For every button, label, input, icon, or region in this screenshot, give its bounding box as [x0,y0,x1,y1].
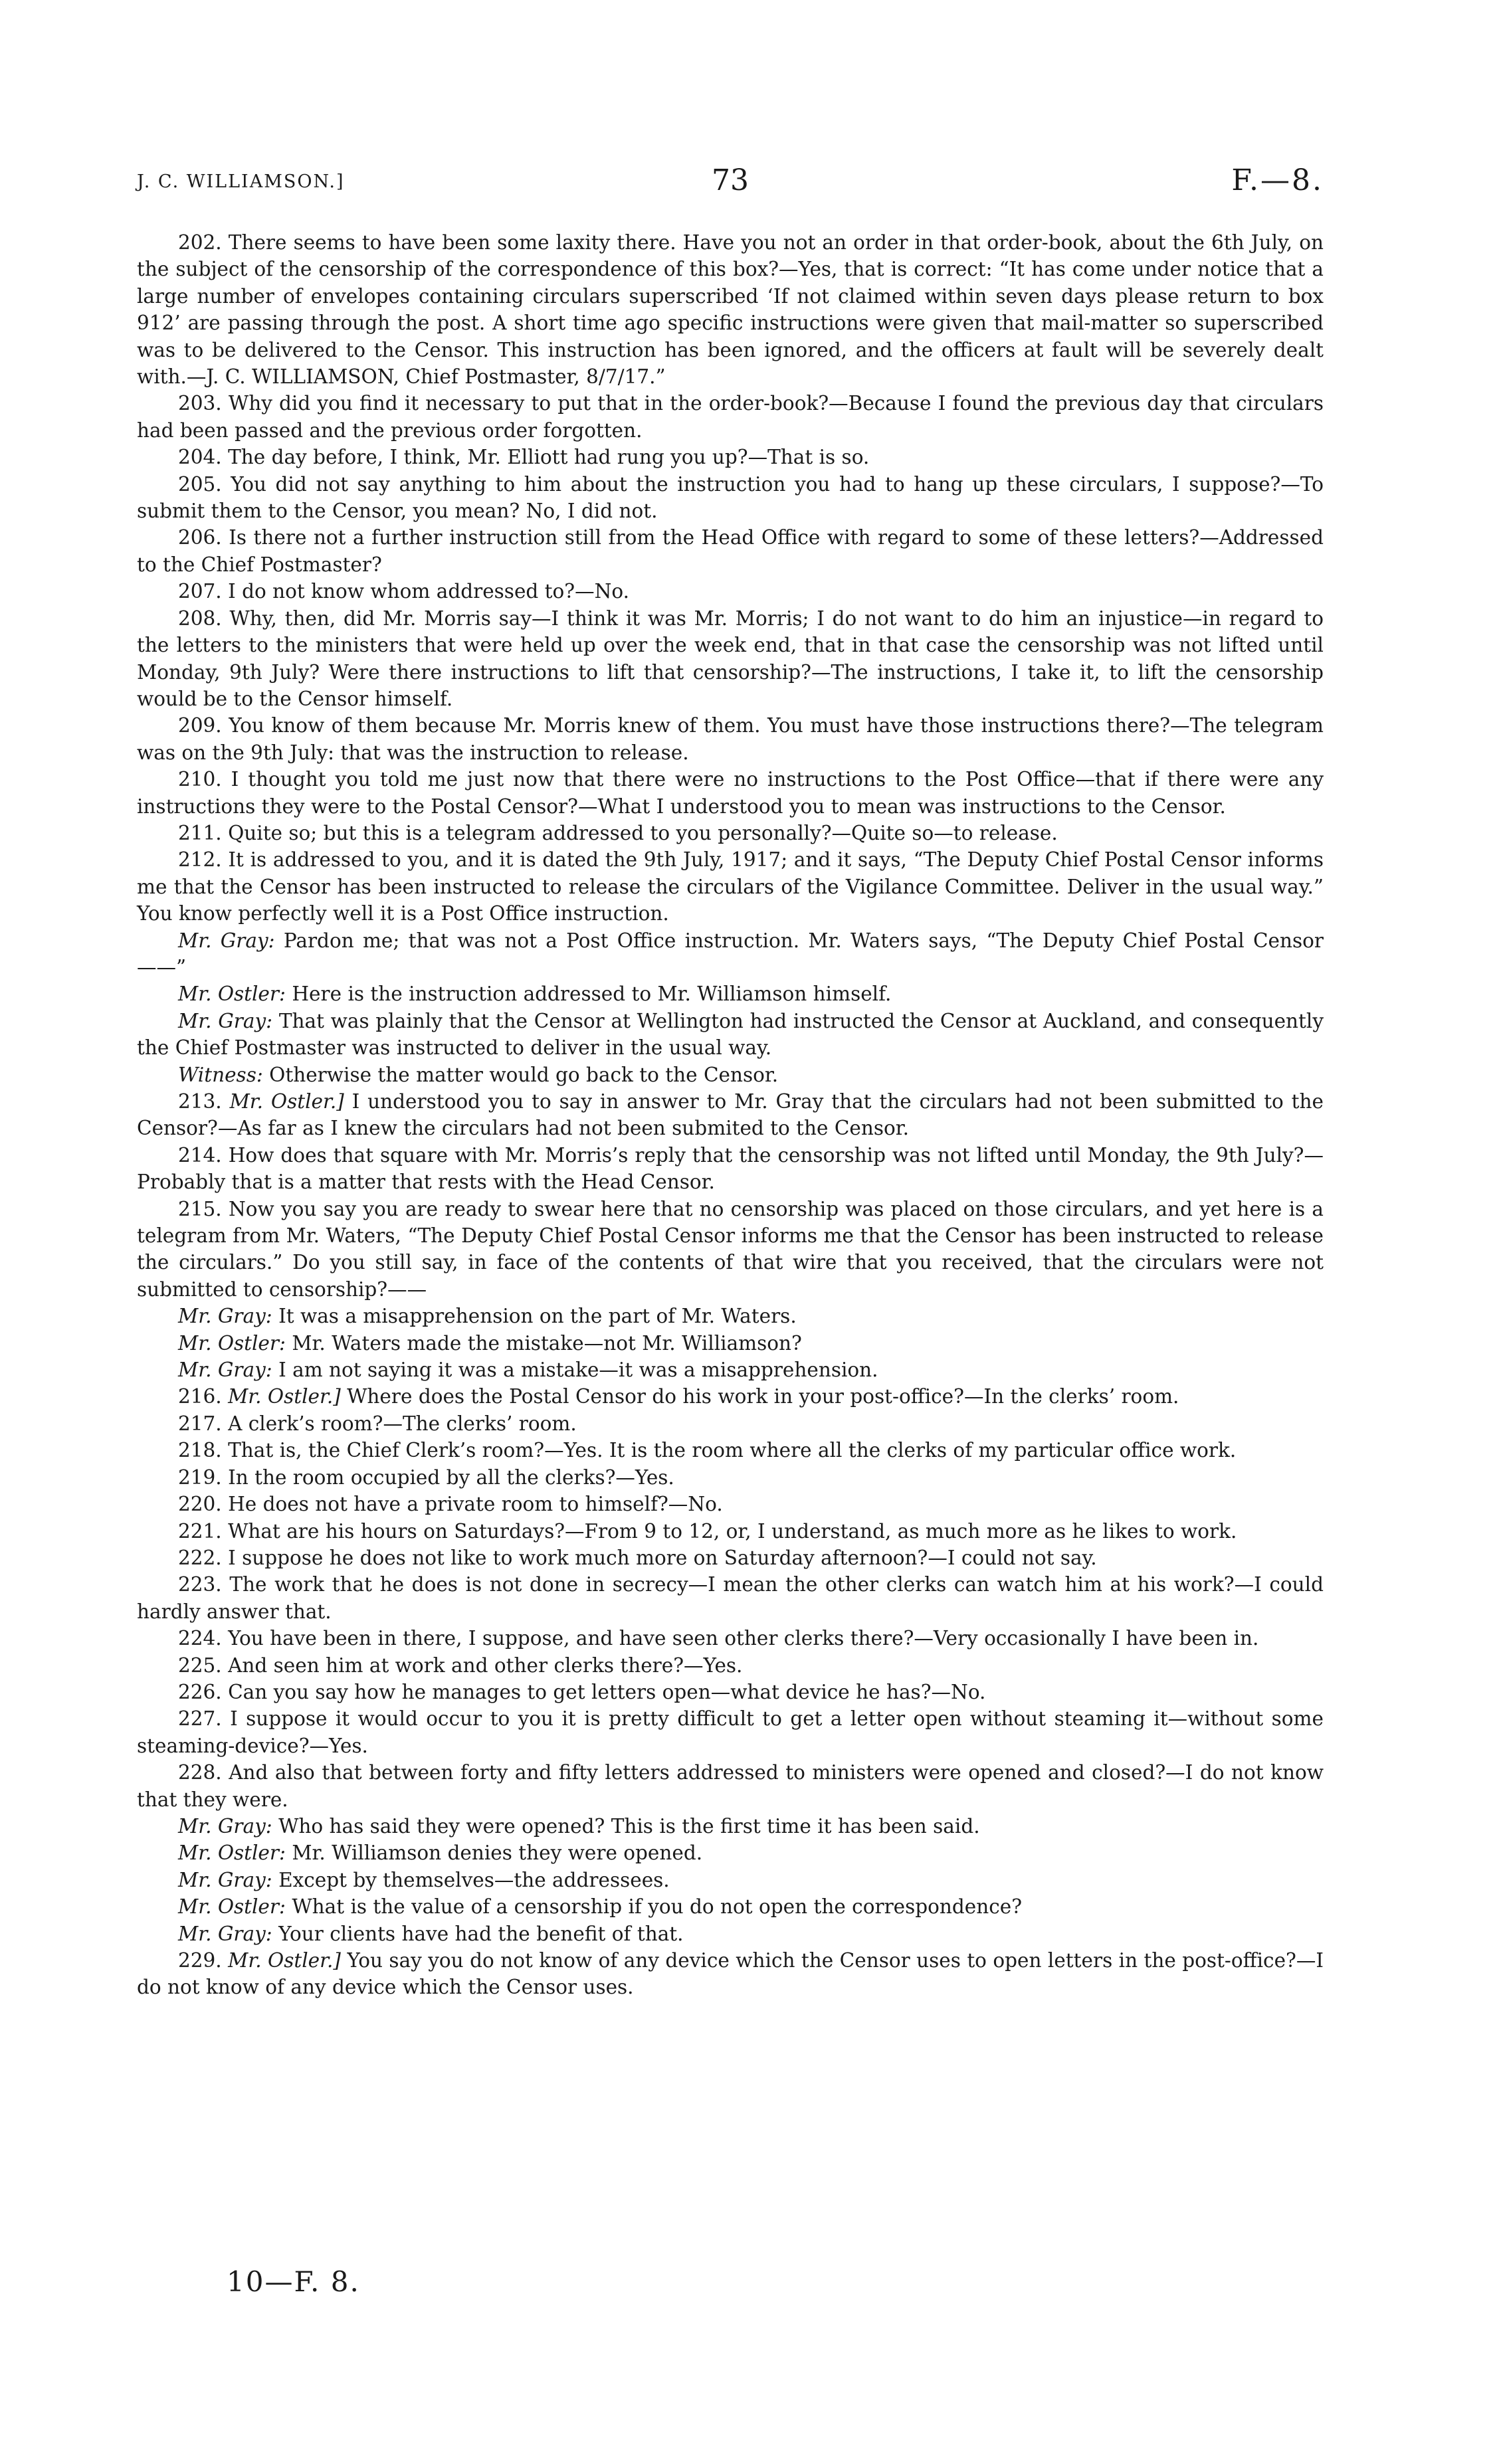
paragraph-text: Now you say you are ready to swear here that no censorship was placed on those circulars, and yet here is a telegram from Mr. Waters, “The Deputy Chief Postal Censor informs me that the Censor has been instructed to release the circulars.” Do you still say, in face of the contents of that wire that you received, that the circulars were not submitted to censorship?—— [137,1197,1324,1301]
question-number: 221. [178,1519,222,1543]
paragraph-text: That is, the Chief Clerk’s room?—Yes. It is the room where all the clerks of my particular office work. [228,1439,1237,1462]
testimony-paragraph [137,524,1324,578]
question-number: 223. [178,1573,222,1596]
paragraph-text: And also that between forty and fifty letters addressed to ministers were opened and closed?—I do not know that they were. [137,1761,1324,1811]
question-number: 228. [178,1761,222,1784]
testimony-paragraph [137,1893,1324,1920]
question-number: 220. [178,1493,222,1516]
question-number: 215. [178,1197,222,1220]
paragraph-text: Pardon me; that was not a Post Office instruction. Mr. Waters says, “The Deputy Chief Postal Censor——” [137,929,1324,979]
paragraph-text: What is the value of a censorship if you do not open the correspondence? [292,1895,1023,1919]
question-number: 226. [178,1680,222,1703]
testimony-paragraph [137,927,1324,981]
paragraph-text: You say you do not know of any device which the Censor uses to open letters in the post-office?—I do not know of any device which the Censor uses. [137,1949,1324,1999]
question-number: 229. [178,1949,222,1972]
testimony-paragraph [137,1840,1324,1866]
paragraph-text: Mr. Williamson denies they were opened. [292,1842,703,1865]
testimony-paragraph [137,1491,1324,1517]
testimony-paragraph [137,1008,1324,1062]
speaker-label: Mr. Ostler.] [228,1949,341,1972]
paragraph-text: A clerk’s room?—The clerks’ room. [228,1412,577,1435]
testimony-paragraph [137,1679,1324,1705]
testimony-paragraph [137,1545,1324,1571]
paragraph-text: It was a misapprehension on the part of Mr. Waters. [278,1305,797,1328]
paragraph-text: You have been in there, I suppose, and have seen other clerks there?—Very occasionally I have been in. [228,1627,1259,1650]
testimony-paragraph [137,605,1324,713]
paragraph-text: I understood you to say in answer to Mr. Gray that the circulars had not been submitted to the Censor?—As far as I knew the circulars had not been submited to the Censor. [137,1090,1324,1140]
page-number: 73 [712,163,749,197]
speaker-label: Mr. Ostler: [178,1895,286,1919]
speaker-label: Mr. Ostler: [178,1842,286,1865]
testimony-paragraph [137,1518,1324,1545]
paragraph-text: Why did you find it necessary to put that in the order-book?—Because I found the previous day that circulars had been passed and the previous order forgotten. [137,392,1324,442]
speaker-label: Mr. Gray: [178,1359,272,1382]
testimony-paragraph [137,1196,1324,1303]
page-header [137,163,1324,210]
paragraph-text: I suppose he does not like to work much more on Saturday afternoon?—I could not say. [228,1546,1097,1569]
testimony-paragraph [137,444,1324,470]
paragraph-text: How does that square with Mr. Morris’s reply that the censorship was not lifted until Monday, the 9th July?—Probably that is a matter that rests with the Head Censor. [137,1143,1324,1194]
paragraph-text: Your clients have had the benefit of that. [278,1922,684,1945]
testimony-paragraph [137,820,1324,846]
paragraph-text: You know of them because Mr. Morris knew of them. You must have those instructions there?—The telegram was on the 9th July: that was the instruction to release. [137,714,1324,764]
paragraph-text: There seems to have been some laxity there. Have you not an order in that order-book, about the 6th July, on the subject of the censorship of the correspondence of this box?—Yes, that is correct: “It has come under notice that a large number of envelopes containing circulars superscribed ‘If not claimed within seven days please return to box 912’ are passing through the post. A short time ago specific instructions were given that mail-matter so superscribed was to be delivered to the Censor. This instruction has been ignored, and the officers at fault will be severely dealt with.—J. C. WILLIAMSON, Chief Postmaster, 8/7/17.” [137,231,1324,389]
paragraph-text: You did not say anything to him about the instruction you had to hang up these circulars, I suppose?—To submit them to the Censor, you mean? No, I did not. [137,472,1324,523]
testimony-paragraph [137,1464,1324,1491]
paragraph-text: He does not have a private room to himself?—No. [228,1493,723,1516]
speaker-label: Mr. Gray: [178,1814,272,1838]
testimony-paragraph [137,1303,1324,1329]
question-number: 205. [178,472,222,496]
testimony-paragraph [137,1759,1324,1813]
testimony-paragraph [137,1330,1324,1357]
paragraph-text: Otherwise the matter would go back to the Censor. [269,1063,779,1086]
speaker-label: Witness: [178,1063,263,1086]
testimony-paragraph [137,1947,1324,2001]
paragraph-text: I am not saying it was a mistake—it was a misapprehension. [278,1359,878,1382]
paragraph-text: I do not know whom addressed to?—No. [228,580,630,603]
paragraph-text: The day before, I think, Mr. Elliott had rung you up?—That is so. [228,446,870,469]
testimony-paragraph [137,1867,1324,1893]
testimony-paragraph [137,1383,1324,1410]
paragraph-text: In the room occupied by all the clerks?—Yes. [228,1466,674,1489]
paragraph-text: I thought you told me just now that there were no instructions to the Post Office—that if there were any instructions they were to the Postal Censor?—What I understood you to mean was instructions to the Censor. [137,768,1324,818]
question-number: 207. [178,580,222,603]
testimony-body [137,229,1324,2001]
paragraph-text: Can you say how he manages to get letters open—what device he has?—No. [228,1680,986,1703]
question-number: 210. [178,768,222,791]
paragraph-text: What are his hours on Saturdays?—From 9 to 12, or, I understand, as much more as he likes to work. [228,1519,1237,1543]
testimony-paragraph [137,1705,1324,1759]
paragraph-text: The work that he does is not done in secrecy—I mean the other clerks can watch him at his work?—I could hardly answer that. [137,1573,1324,1623]
testimony-paragraph [137,390,1324,444]
question-number: 224. [178,1627,222,1650]
paragraph-text: Mr. Waters made the mistake—not Mr. Williamson? [292,1331,802,1355]
testimony-paragraph [137,471,1324,525]
paragraph-text: And seen him at work and other clerks there?—Yes. [228,1654,743,1677]
question-number: 217. [178,1412,222,1435]
paragraph-text: Where does the Postal Censor do his work in your post-office?—In the clerks’ room. [347,1385,1179,1408]
question-number: 216. [178,1385,222,1408]
testimony-paragraph [137,1142,1324,1196]
question-number: 219. [178,1466,222,1489]
speaker-label: Mr. Ostler.] [229,1090,344,1113]
question-number: 212. [178,848,222,872]
testimony-paragraph [137,229,1324,390]
paragraph-text: Is there not a further instruction still from the Head Office with regard to some of these letters?—Addressed to the Chief Postmaster? [137,526,1324,576]
testimony-paragraph [137,1437,1324,1464]
question-number: 225. [178,1654,222,1677]
question-number: 208. [178,607,222,630]
question-number: 211. [178,821,222,844]
speaker-label: Mr. Gray: [178,1009,273,1032]
testimony-paragraph [137,1921,1324,1947]
question-number: 202. [178,231,222,254]
paragraph-text: Who has said they were opened? This is the first time it has been said. [278,1814,980,1838]
question-number: 227. [178,1707,222,1731]
question-number: 206. [178,526,222,549]
testimony-paragraph [137,1410,1324,1437]
testimony-paragraph [137,1813,1324,1840]
speaker-label: Mr. Ostler: [178,983,286,1006]
paragraph-text: I suppose it would occur to you it is pretty difficult to get a letter open without steaming it—without some steaming-device?—Yes. [137,1707,1324,1757]
speaker-label: Mr. Gray: [178,1305,272,1328]
signature-mark: 10—F. 8. [227,2265,360,2298]
question-number: 209. [178,714,222,737]
paragraph-text: That was plainly that the Censor at Wellington had instructed the Censor at Auckland, and consequently the Chief Postmaster was instructed to deliver in the usual way. [137,1009,1324,1060]
testimony-paragraph [137,712,1324,766]
testimony-paragraph [137,981,1324,1007]
question-number: 218. [178,1439,222,1462]
speaker-label: Mr. Gray: [178,929,275,952]
paragraph-text: Why, then, did Mr. Morris say—I think it was Mr. Morris; I do not want to do him an injustice—in regard to the letters to the ministers that were held up over the week end, that in that case the censorship was not lifted until Monday, 9th July? Were there instructions to lift that censorship?—The instructions, I take it, to lift the censorship would be to the Censor himself. [137,607,1324,710]
question-number: 222. [178,1546,222,1569]
speaker-label: Mr. Ostler: [178,1331,286,1355]
question-number: 204. [178,446,222,469]
speaker-label: Mr. Gray: [178,1868,272,1891]
document-page [137,0,1324,2464]
testimony-paragraph [137,1571,1324,1625]
question-number: 213. [178,1090,222,1113]
paper-reference: F.—8. [1231,163,1324,197]
running-head-witness: J. C. WILLIAMSON.] [137,171,345,192]
paragraph-text: Except by themselves—the addressees. [278,1868,670,1891]
testimony-paragraph [137,1062,1324,1088]
testimony-paragraph [137,766,1324,820]
testimony-paragraph [137,1088,1324,1142]
speaker-label: Mr. Gray: [178,1922,272,1945]
testimony-paragraph [137,846,1324,927]
testimony-paragraph [137,1652,1324,1679]
testimony-paragraph [137,578,1324,605]
paragraph-text: It is addressed to you, and it is dated the 9th July, 1917; and it says, “The Deputy Chief Postal Censor informs me that the Censor has been instructed to release the circulars of the Vigilance Committee. Deliver in the usual way.” You know perfectly well it is a Post Office instruction. [137,848,1324,925]
paragraph-text: Here is the instruction addressed to Mr. Williamson himself. [292,983,892,1006]
question-number: 214. [178,1143,222,1167]
paragraph-text: Quite so; but this is a telegram addressed to you personally?—Quite so—to release. [228,821,1058,844]
speaker-label: Mr. Ostler.] [228,1385,341,1408]
testimony-paragraph [137,1625,1324,1652]
testimony-paragraph [137,1357,1324,1383]
question-number: 203. [178,392,222,415]
